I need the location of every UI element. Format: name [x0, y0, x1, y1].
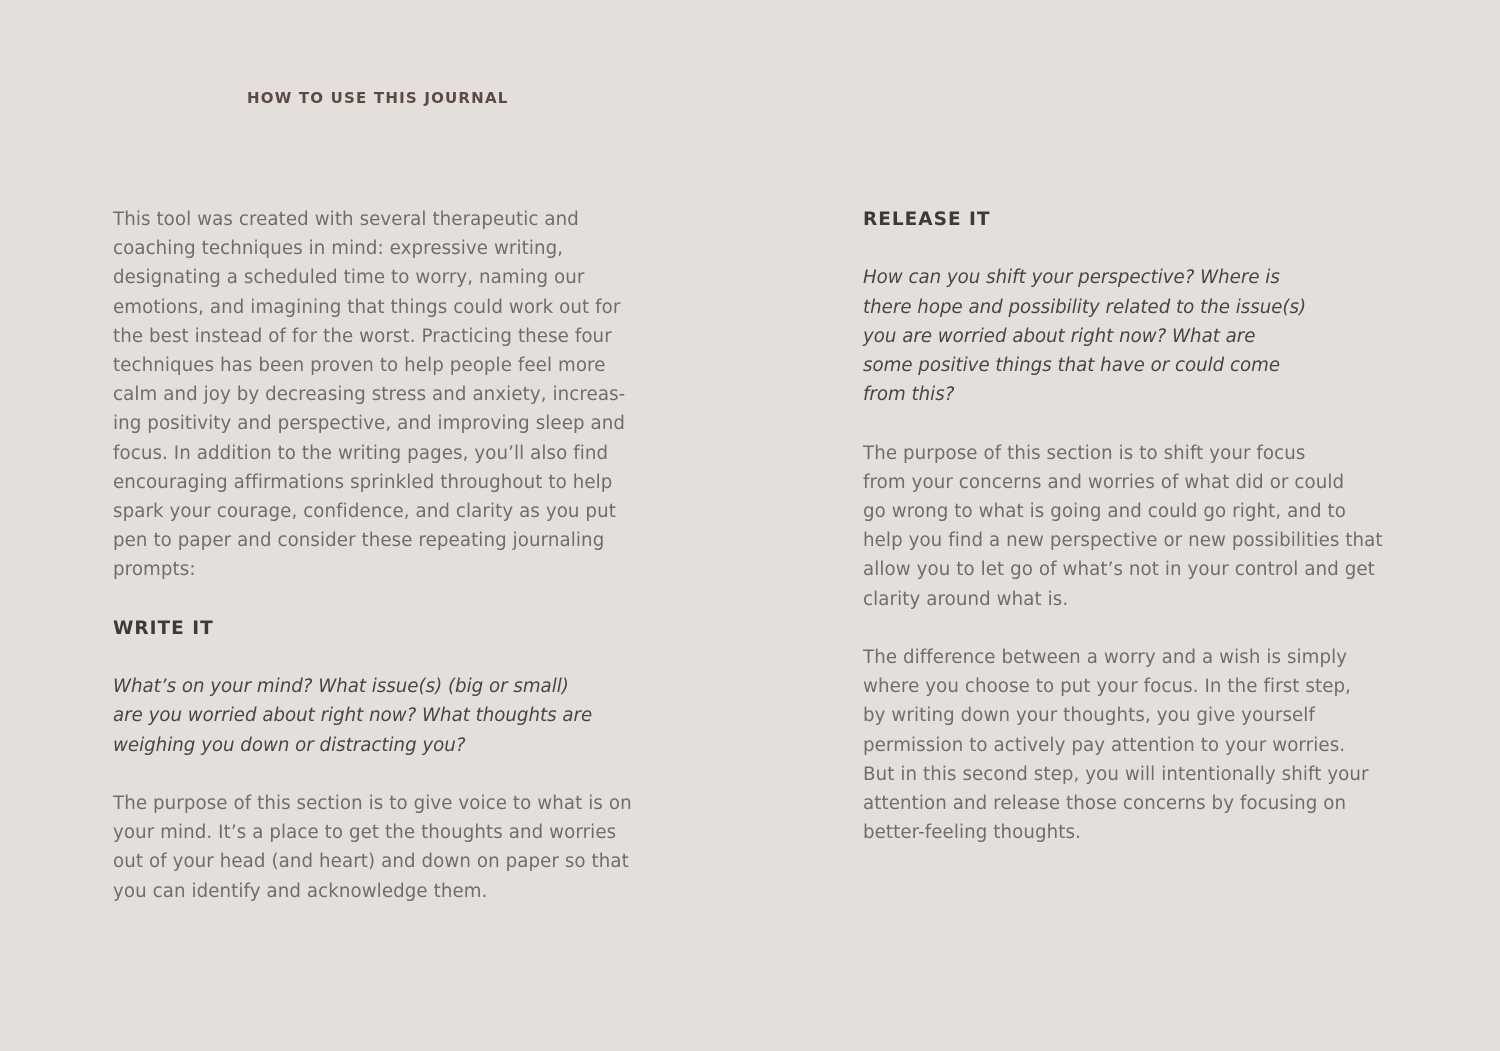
- text-line: you are worried about right now? What are: [863, 325, 1256, 347]
- write-it-heading: WRITE IT: [113, 617, 214, 639]
- release-it-heading: RELEASE IT: [863, 209, 991, 230]
- text-line: help you find a new perspective or new possibilities that: [863, 530, 1383, 552]
- text-line: calm and joy by decreasing stress and anxiety, increas-: [113, 384, 626, 406]
- write-it-purpose: [113, 789, 633, 906]
- text-line: go wrong to what is going and could go right, and to: [863, 501, 1347, 522]
- release-it-purpose: [863, 439, 1388, 614]
- text-line: But in this second step, you will intentionally shift your: [863, 763, 1369, 785]
- text-line: How can you shift your perspective? Where is: [863, 267, 1280, 289]
- text-line: are you worried about right now? What thoughts are: [113, 705, 593, 727]
- text-line: focus. In addition to the writing pages, you’ll also find: [113, 442, 609, 464]
- text-line: the best instead of for the worst. Practicing these four: [113, 325, 612, 347]
- text-line: The purpose of this section is to shift your focus: [863, 442, 1306, 464]
- text-line: The purpose of this section is to give voice to what is on: [113, 793, 632, 815]
- text-line: prompts:: [113, 559, 196, 581]
- text-line: from this?: [863, 384, 955, 406]
- text-line: weighing you down or distracting you?: [113, 734, 466, 756]
- text-line: out of your head (and heart) and down on paper so that: [113, 851, 629, 873]
- text-line: emotions, and imagining that things could work out for: [113, 296, 621, 318]
- text-line: permission to actively pay attention to your worries.: [863, 734, 1346, 756]
- text-line: What’s on your mind? What issue(s) (big or small): [113, 676, 569, 698]
- text-line: from your concerns and worries of what did or could: [863, 471, 1345, 493]
- text-line: techniques has been proven to help people feel more: [113, 355, 606, 377]
- text-line: This tool was created with several therapeutic and: [113, 209, 579, 230]
- text-line: some positive things that have or could come: [863, 355, 1281, 376]
- intro-paragraph: [113, 205, 633, 585]
- text-line: designating a scheduled time to worry, naming our: [113, 267, 585, 289]
- text-line: there hope and possibility related to the issue(s): [863, 296, 1307, 318]
- release-it-prompt: [863, 263, 1388, 409]
- left-column: [113, 205, 633, 906]
- text-line: coaching techniques in mind: expressive writing,: [113, 238, 564, 260]
- running-head: HOW TO USE THIS JOURNAL: [247, 89, 509, 107]
- text-line: allow you to let go of what’s not in your control and get: [863, 559, 1375, 581]
- text-line: encouraging affirmations sprinkled throughout to help: [113, 471, 613, 493]
- text-line: where you choose to put your focus. In the first step,: [863, 676, 1352, 698]
- text-line: clarity around what is.: [863, 588, 1069, 610]
- text-line: spark your courage, confidence, and clarity as you put: [113, 501, 616, 523]
- text-line: The difference between a worry and a wish is simply: [863, 647, 1348, 668]
- right-column: [863, 205, 1388, 847]
- text-line: by writing down your thoughts, you give yourself: [863, 705, 1315, 727]
- write-it-prompt: [113, 672, 633, 760]
- text-line: your mind. It’s a place to get the thoughts and worries: [113, 822, 617, 844]
- text-line: ing positivity and perspective, and improving sleep and: [113, 413, 626, 435]
- worry-wish-paragraph: [863, 643, 1388, 847]
- text-line: attention and release those concerns by focusing on: [863, 793, 1347, 815]
- text-line: better-feeling thoughts.: [863, 822, 1081, 844]
- text-line: you can identify and acknowledge them.: [113, 880, 488, 902]
- text-line: pen to paper and consider these repeating journaling: [113, 530, 605, 552]
